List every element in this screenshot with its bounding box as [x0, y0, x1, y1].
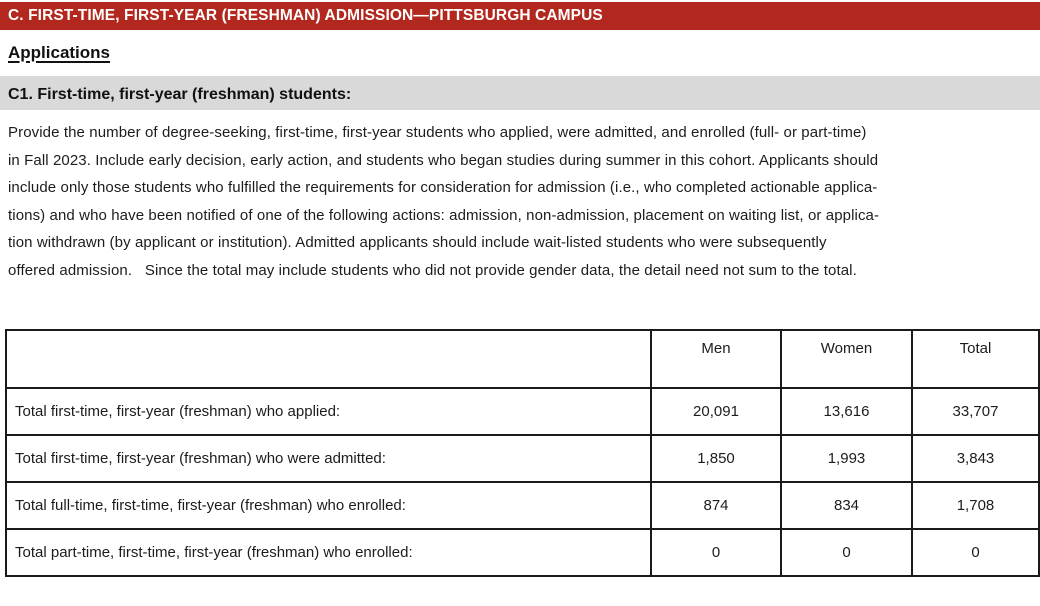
table-row-fulltime-enrolled	[6, 482, 1039, 529]
c1-question-heading: C1. First-time, first-year (freshman) students:	[0, 76, 1040, 110]
admitted-women-value: 1,993	[781, 435, 912, 482]
section-header-bar: C. FIRST-TIME, FIRST-YEAR (FRESHMAN) ADMISSION—PITTSBURGH CAMPUS	[0, 2, 1040, 30]
instruction-line: offered admission. Since the total may include students who did not provide gender data, the detail need not sum to the total.	[8, 261, 857, 279]
column-header-total: Total	[912, 330, 1039, 388]
table-header-row	[6, 330, 1039, 388]
column-header-men: Men	[651, 330, 781, 388]
parttime-enrolled-men-value: 0	[651, 529, 781, 576]
instruction-line: Provide the number of degree-seeking, first-time, first-year students who applied, were admitted, and enrolled (full- or part-time)	[8, 124, 867, 141]
instruction-line: include only those students who fulfilled the requirements for consideration for admission (i.e., who completed actionable applica-	[8, 179, 878, 196]
column-header-blank	[6, 330, 651, 388]
row-label-parttime-enrolled: Total part-time, first-time, first-year (freshman) who enrolled:	[6, 529, 651, 576]
c1-instructions-paragraph	[8, 119, 1040, 284]
applied-men-value: 20,091	[651, 388, 781, 435]
fulltime-enrolled-women-value: 834	[781, 482, 912, 529]
instruction-line: tions) and who have been notified of one of the following actions: admission, non-admission, placement on waiting list, or applica-	[8, 206, 880, 224]
parttime-enrolled-total-value: 0	[912, 529, 1039, 576]
row-label-admitted: Total first-time, first-year (freshman) who were admitted:	[6, 435, 651, 482]
row-label-applied: Total first-time, first-year (freshman) who applied:	[6, 388, 651, 435]
table-row-admitted	[6, 435, 1039, 482]
applied-women-value: 13,616	[781, 388, 912, 435]
applications-heading: Applications	[8, 43, 111, 62]
applied-total-value: 33,707	[912, 388, 1039, 435]
fulltime-enrolled-total-value: 1,708	[912, 482, 1039, 529]
admitted-total-value: 3,843	[912, 435, 1039, 482]
parttime-enrolled-women-value: 0	[781, 529, 912, 576]
instruction-line: tion withdrawn (by applicant or institution). Admitted applicants should include wait-listed students who were subsequently	[8, 234, 827, 251]
row-label-fulltime-enrolled: Total full-time, first-time, first-year (freshman) who enrolled:	[6, 482, 651, 529]
table-row-applied	[6, 388, 1039, 435]
instruction-line: in Fall 2023. Include early decision, early action, and students who began studies during summer in this cohort. Applicants should	[8, 151, 879, 169]
column-header-women: Women	[781, 330, 912, 388]
admitted-men-value: 1,850	[651, 435, 781, 482]
admissions-table	[5, 329, 1040, 577]
fulltime-enrolled-men-value: 874	[651, 482, 781, 529]
table-row-parttime-enrolled	[6, 529, 1039, 576]
